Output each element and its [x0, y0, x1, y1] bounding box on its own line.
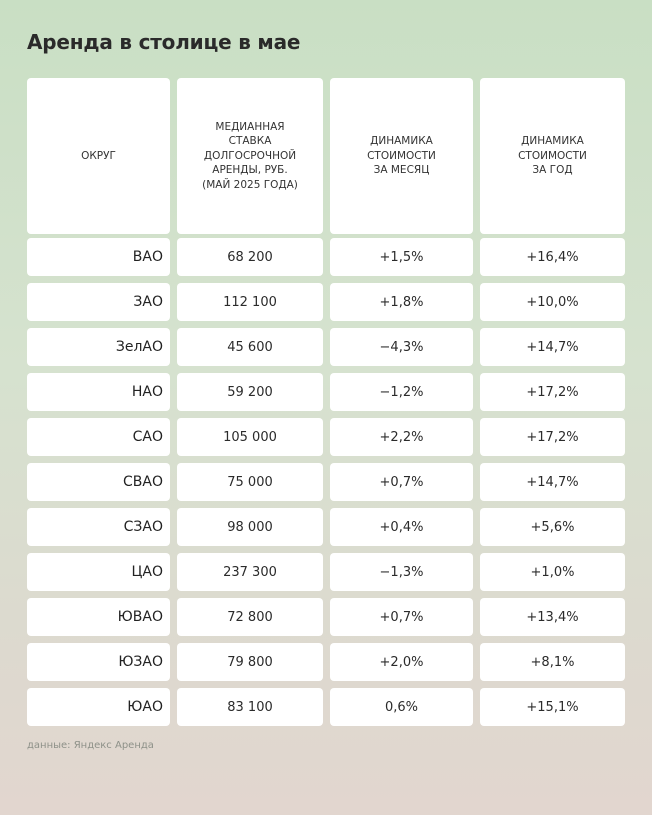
- yearly-change-cell: +17,2%: [480, 373, 625, 411]
- table-row: [27, 373, 625, 411]
- table-row: [27, 463, 625, 501]
- table-row: [27, 508, 625, 546]
- yearly-change-cell: +10,0%: [480, 283, 625, 321]
- district-cell: ЮЗАО: [27, 643, 170, 681]
- monthly-change-cell: −1,3%: [330, 553, 473, 591]
- table-row: [27, 643, 625, 681]
- yearly-change-cell: +14,7%: [480, 328, 625, 366]
- median-rate-cell: 98 000: [177, 508, 323, 546]
- median-rate-cell: 75 000: [177, 463, 323, 501]
- yearly-change-cell: +16,4%: [480, 238, 625, 276]
- header-district: ОКРУГ: [27, 78, 170, 234]
- table-row: [27, 688, 625, 726]
- page-title: Аренда в столице в мае: [27, 30, 301, 54]
- table-row: [27, 553, 625, 591]
- yearly-change-cell: +17,2%: [480, 418, 625, 456]
- median-rate-cell: 45 600: [177, 328, 323, 366]
- median-rate-cell: 59 200: [177, 373, 323, 411]
- monthly-change-cell: +2,0%: [330, 643, 473, 681]
- median-rate-cell: 68 200: [177, 238, 323, 276]
- yearly-change-cell: +8,1%: [480, 643, 625, 681]
- median-rate-cell: 83 100: [177, 688, 323, 726]
- district-cell: ВАО: [27, 238, 170, 276]
- district-cell: САО: [27, 418, 170, 456]
- monthly-change-cell: 0,6%: [330, 688, 473, 726]
- monthly-change-cell: +1,8%: [330, 283, 473, 321]
- district-cell: СЗАО: [27, 508, 170, 546]
- monthly-change-cell: +0,7%: [330, 598, 473, 636]
- monthly-change-cell: +0,7%: [330, 463, 473, 501]
- district-cell: ЮАО: [27, 688, 170, 726]
- header-yearly-change: ДИНАМИКА СТОИМОСТИ ЗА ГОД: [480, 78, 625, 234]
- monthly-change-cell: +2,2%: [330, 418, 473, 456]
- table-row: [27, 328, 625, 366]
- district-cell: ЦАО: [27, 553, 170, 591]
- data-source-note: данные: Яндекс Аренда: [27, 740, 154, 751]
- district-cell: НАО: [27, 373, 170, 411]
- yearly-change-cell: +5,6%: [480, 508, 625, 546]
- header-median-rate: МЕДИАННАЯ СТАВКА ДОЛГОСРОЧНОЙ АРЕНДЫ, РУБ. (МАЙ 2025 ГОДА): [177, 78, 323, 234]
- district-cell: ЗелАО: [27, 328, 170, 366]
- table-row: [27, 418, 625, 456]
- median-rate-cell: 79 800: [177, 643, 323, 681]
- yearly-change-cell: +13,4%: [480, 598, 625, 636]
- median-rate-cell: 72 800: [177, 598, 323, 636]
- median-rate-cell: 105 000: [177, 418, 323, 456]
- table-row: [27, 598, 625, 636]
- median-rate-cell: 237 300: [177, 553, 323, 591]
- district-cell: СВАО: [27, 463, 170, 501]
- table-row: [27, 283, 625, 321]
- table-row: [27, 238, 625, 276]
- monthly-change-cell: −4,3%: [330, 328, 473, 366]
- yearly-change-cell: +15,1%: [480, 688, 625, 726]
- yearly-change-cell: +1,0%: [480, 553, 625, 591]
- median-rate-cell: 112 100: [177, 283, 323, 321]
- monthly-change-cell: +0,4%: [330, 508, 473, 546]
- table-header-row: [27, 78, 625, 234]
- header-monthly-change: ДИНАМИКА СТОИМОСТИ ЗА МЕСЯЦ: [330, 78, 473, 234]
- rent-table: [27, 78, 625, 733]
- monthly-change-cell: +1,5%: [330, 238, 473, 276]
- district-cell: ЮВАО: [27, 598, 170, 636]
- monthly-change-cell: −1,2%: [330, 373, 473, 411]
- district-cell: ЗАО: [27, 283, 170, 321]
- yearly-change-cell: +14,7%: [480, 463, 625, 501]
